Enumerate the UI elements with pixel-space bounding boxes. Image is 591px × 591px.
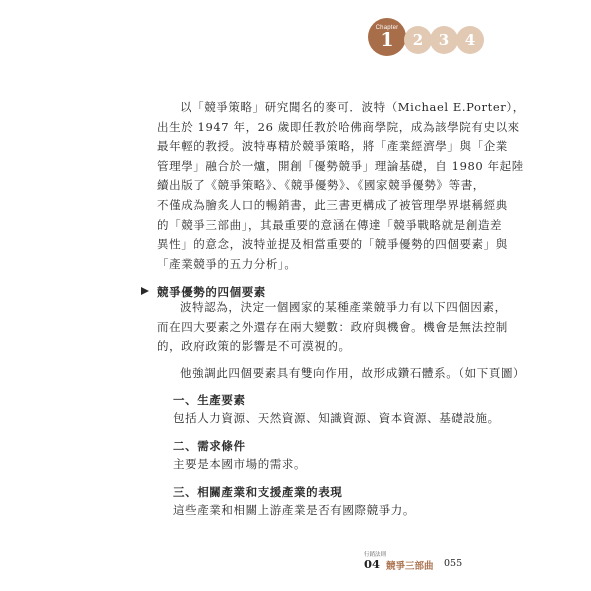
intro-line: 續出版了《競爭策略》、《競爭優勢》、《國家競爭優勢》等書， [157,178,485,193]
item-text-3: 這些產業和相關上游產業是否有國際競爭力。 [173,503,415,517]
page-number: 055 [444,558,463,569]
chapter-number-current: 1 [380,28,394,51]
chapter-badge-current [368,18,406,56]
footer-section-label: 行銷法則 [364,552,387,558]
section-line: 波特認為，決定一個國家的某種產業競爭力有以下四個因素， [180,300,507,314]
section-heading-text: 競爭優勢的四個要素 [157,285,266,299]
intro-line: 以「競爭策略」研究聞名的麥可．波特（Michael E.Porter）， [180,100,525,114]
intro-line: 管理學」融合於一爐，開創「優勢競爭」理論基礎，自 1980 年起陸 [157,158,524,173]
intro-line: 的「競爭三部曲」，其最重要的意涵在傳達「競爭戰略就是創造差 [157,217,503,232]
section-line: 的，政府政策的影響是不可漠視的。 [157,339,351,354]
intro-paragraph [157,98,525,274]
chapter-badge-3: 3 [430,26,458,54]
intro-line: 不僅成為膾炙人口的暢銷書，此三書更構成了被管理學界堪稱經典 [157,197,508,212]
item-heading-1: 一、生產要素 [173,393,246,407]
item-heading-3: 三、相關產業和支援產業的表現 [173,485,343,499]
item-heading-2: 二、需求條件 [173,439,246,453]
page-footer [364,550,514,572]
diamond-model-note: 他強調此四個要素具有雙向作用，故形成鑽石體系。（如下頁圖） [180,366,526,380]
chapter-tabs [368,18,488,58]
chapter-word: Chapter [375,24,399,31]
intro-line: 出生於 1947 年，26 歲即任教於哈佛商學院，成為該學院有史以來 [157,119,520,134]
intro-line: 「產業競爭的五力分析」。 [157,256,297,271]
intro-line: 最年輕的教授。波特專精於競爭策略，將「產業經濟學」與「企業 [157,139,508,154]
item-text-1: 包括人力資源、天然資源、知識資源、資本資源、基礎設施。 [173,411,500,425]
section-paragraph [157,298,508,357]
footer-chapter-title: 競爭三部曲 [386,561,434,572]
footer-chapter-number: 04 [364,557,381,571]
triangle-bullet-icon [141,287,149,295]
intro-line: 異性」的意念，波特並提及相當重要的「競爭優勢的四個要素」與 [157,237,508,252]
item-text-2: 主要是本國市場的需求。 [173,457,307,471]
chapter-badge-4: 4 [456,26,484,54]
chapter-badge-2: 2 [404,26,432,54]
section-line: 而在四大要素之外還存在兩大變數：政府與機會。機會是無法控制 [157,319,508,334]
